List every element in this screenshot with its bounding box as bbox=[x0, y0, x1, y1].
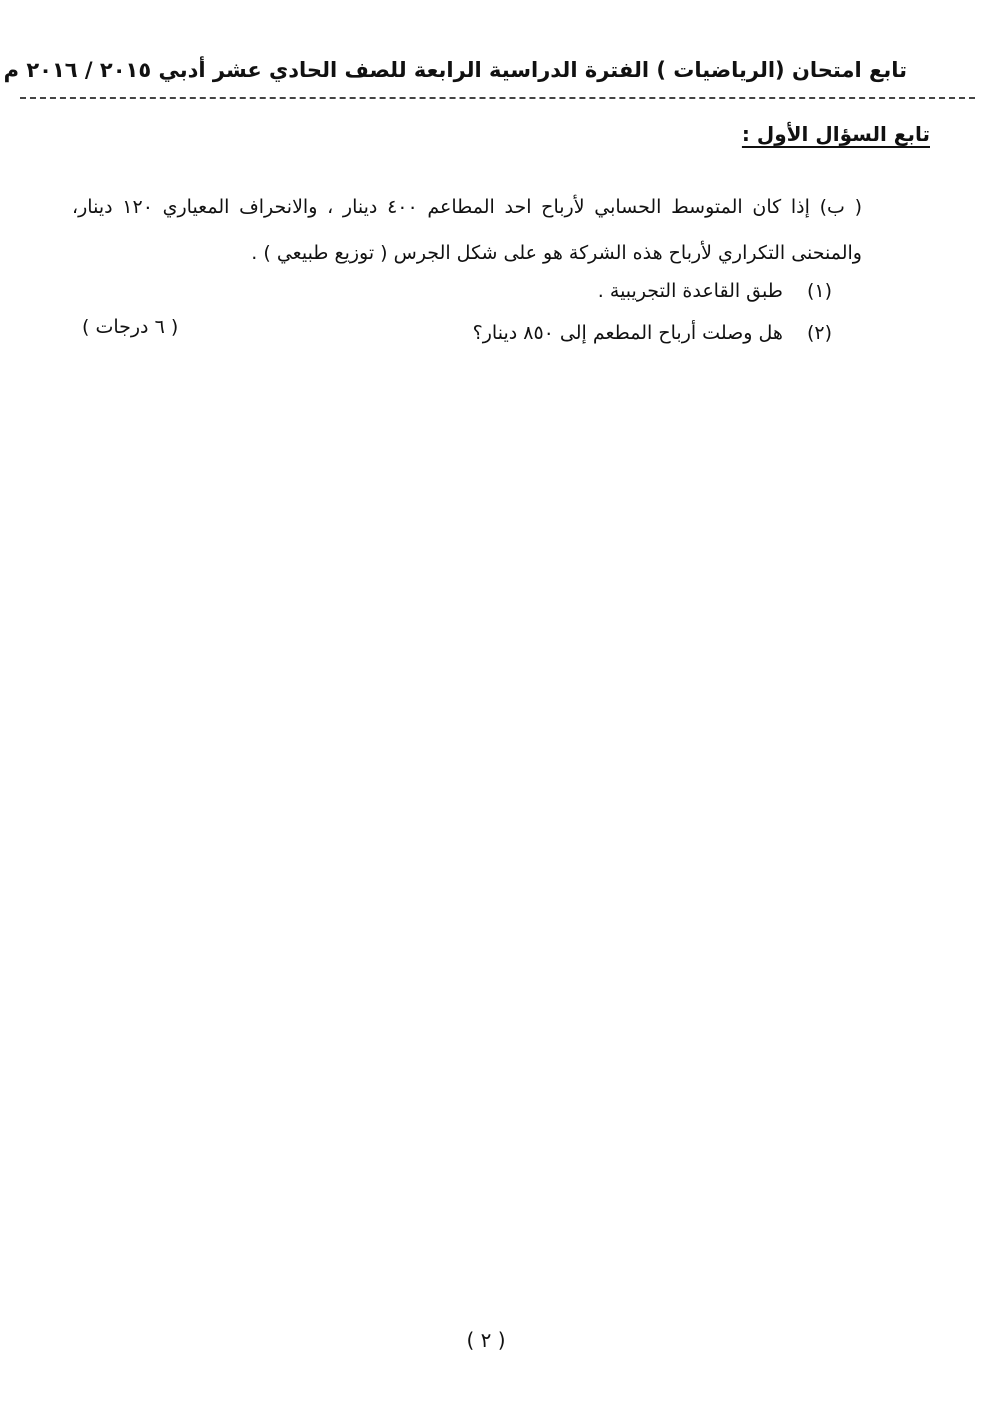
question-paragraph: ( ب) إذا كان المتوسط الحسابي لأرباح احد المطاعم ٤٠٠ دينار ، والانحراف المعياري ١٢٠ دينار، والمنحنى التكراري لأرباح هذه الشركة هو على شكل الجرس ( توزيع طبيعي ) . bbox=[72, 196, 862, 264]
question-item-1 bbox=[598, 280, 832, 302]
question-marks: ( ٦ درجات ) bbox=[82, 316, 179, 338]
page-number: ( ٢ ) bbox=[466, 1328, 506, 1352]
question-item-1-text: طبق القاعدة التجريبية . bbox=[597, 280, 783, 302]
exam-header-title: تابع امتحان (الرياضيات ) الفترة الدراسية الرابعة للصف الحادي عشر أدبي ٢٠١٥ / ٢٠١٦ م bbox=[3, 58, 907, 82]
section-heading: تابع السؤال الأول : bbox=[741, 122, 930, 146]
question-item-2 bbox=[473, 322, 832, 344]
header-divider bbox=[20, 97, 975, 99]
question-item-1-number: (١) bbox=[806, 280, 832, 302]
question-item-2-text: هل وصلت أرباح المطعم إلى ٨٥٠ دينار؟ bbox=[472, 322, 783, 344]
question-item-2-number: (٢) bbox=[806, 322, 832, 344]
